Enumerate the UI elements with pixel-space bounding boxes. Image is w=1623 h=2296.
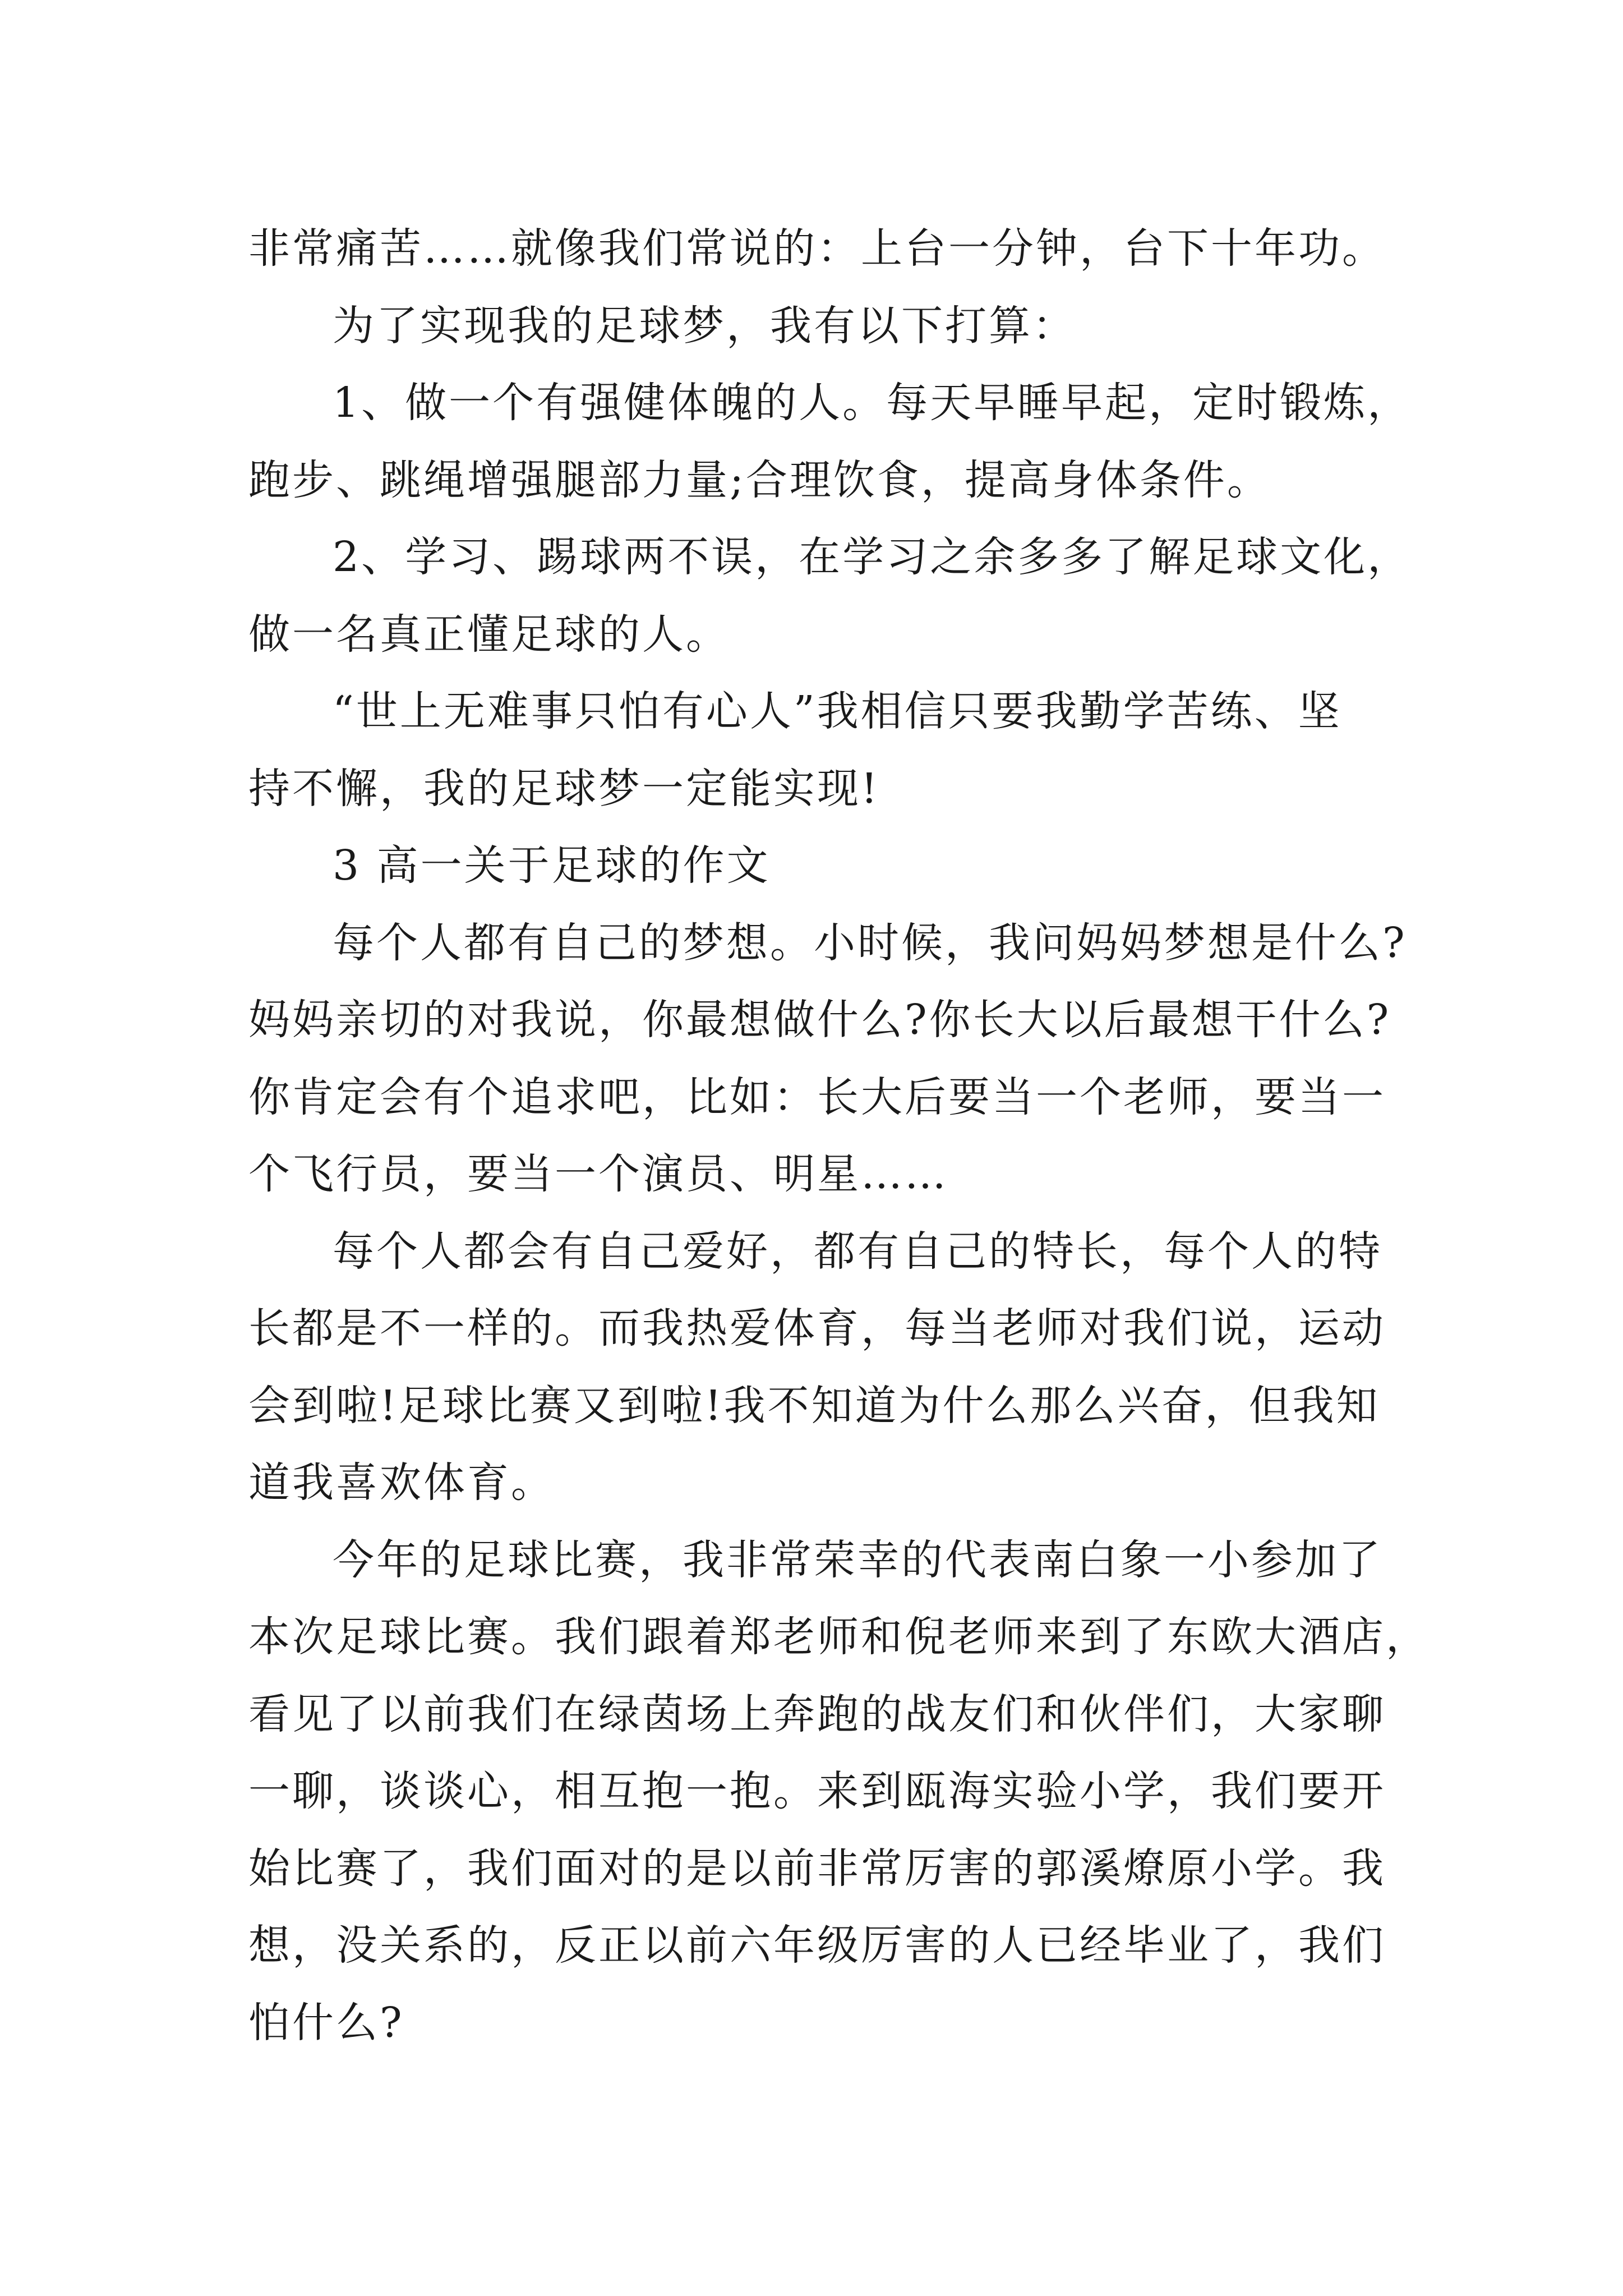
text-line: 会到啦!足球比赛又到啦!我不知道为什么那么兴奋，但我知: [248, 1381, 1380, 1430]
text-line: 看见了以前我们在绿茵场上奔跑的战友们和伙伴们，大家聊: [248, 1690, 1386, 1738]
text-line: 非常痛苦……就像我们常说的：上台一分钟，台下十年功。: [248, 224, 1386, 273]
text-line: 始比赛了，我们面对的是以前非常厉害的郭溪燎原小学。我: [248, 1844, 1386, 1893]
text-line: 长都是不一样的。而我热爱体育，每当老师对我们说，运动: [248, 1304, 1386, 1352]
text-line: 1、做一个有强健体魄的人。每天早睡早起，定时锻炼，: [333, 379, 1412, 427]
text-line: 一聊，谈谈心，相互抱一抱。来到瓯海实验小学，我们要开: [248, 1767, 1386, 1815]
text-line: 为了实现我的足球梦，我有以下打算：: [333, 301, 1076, 350]
text-line: 今年的足球比赛，我非常荣幸的代表南白象一小参加了: [333, 1535, 1382, 1584]
text-line: 每个人都会有自己爱好，都有自己的特长，每个人的特: [333, 1227, 1382, 1276]
text-line: 个飞行员，要当一个演员、明星……: [248, 1150, 948, 1198]
text-line: 道我喜欢体育。: [248, 1458, 555, 1507]
text-line: 持不懈，我的足球梦一定能实现!: [248, 764, 880, 813]
text-line: 做一名真正懂足球的人。: [248, 610, 730, 659]
document-body: [248, 210, 1430, 2062]
text-line: 妈妈亲切的对我说，你最想做什么?你长大以后最想干什么?: [248, 996, 1391, 1044]
section-heading: 3 高一关于足球的作文: [333, 841, 771, 890]
text-line: 2、学习、踢球两不误，在学习之余多多了解足球文化，: [333, 533, 1412, 581]
text-line: 每个人都有自己的梦想。小时候，我问妈妈梦想是什么?: [333, 918, 1407, 967]
text-line: “世上无难事只怕有心人”我相信只要我勤学苦练、坚: [333, 687, 1342, 735]
text-line: 跑步、跳绳增强腿部力量;合理饮食，提高身体条件。: [248, 455, 1271, 504]
text-line: 你肯定会有个追求吧，比如：长大后要当一个老师，要当一: [248, 1073, 1386, 1121]
text-line: 本次足球比赛。我们跟着郑老师和倪老师来到了东欧大酒店，: [248, 1613, 1430, 1661]
text-line: 怕什么?: [248, 1998, 404, 2047]
text-line: 想，没关系的，反正以前六年级厉害的人已经毕业了，我们: [248, 1921, 1386, 1970]
